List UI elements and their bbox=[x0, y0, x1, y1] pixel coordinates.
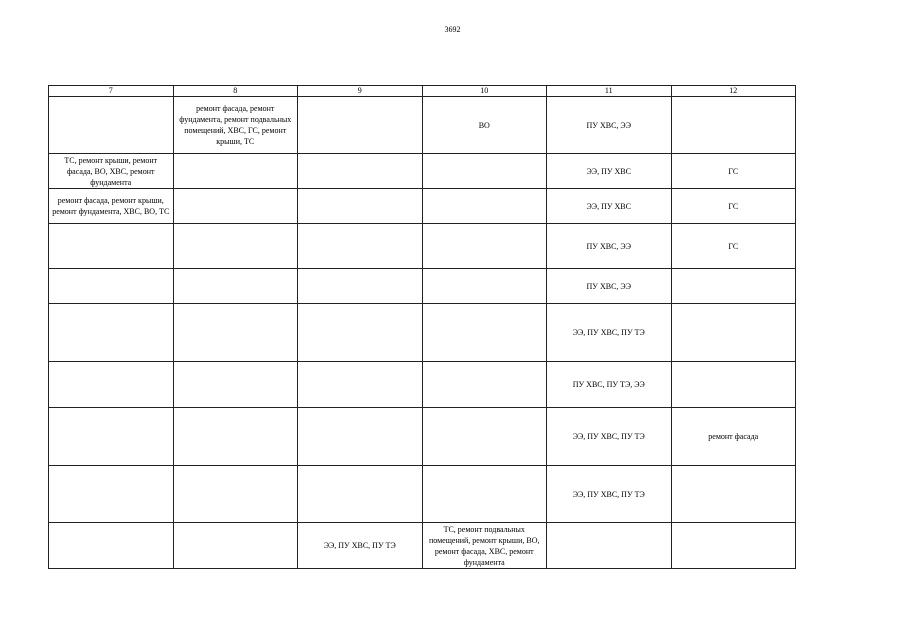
table-cell bbox=[49, 224, 174, 269]
table-cell bbox=[422, 224, 547, 269]
table-cell: ЭЭ, ПУ ХВС, ПУ ТЭ bbox=[298, 523, 423, 569]
table-cell: ГС bbox=[671, 224, 796, 269]
table-cell bbox=[422, 362, 547, 408]
table-cell: ПУ ХВС, ЭЭ bbox=[547, 269, 672, 304]
table-cell bbox=[422, 189, 547, 224]
table-cell bbox=[49, 466, 174, 523]
table-cell bbox=[49, 523, 174, 569]
table-cell: ТС, ремонт подвальных помещений, ремонт крыши, ВО, ремонт фасада, ХВС, ремонт фундамента bbox=[422, 523, 547, 569]
table-cell bbox=[173, 362, 298, 408]
table-cell bbox=[173, 154, 298, 189]
table-cell bbox=[298, 97, 423, 154]
table-cell: ЭЭ, ПУ ХВС, ПУ ТЭ bbox=[547, 466, 672, 523]
page-number: 3692 bbox=[444, 25, 461, 34]
table-cell bbox=[49, 408, 174, 466]
table-cell bbox=[671, 362, 796, 408]
table-cell bbox=[49, 304, 174, 362]
table-cell bbox=[173, 466, 298, 523]
table-row bbox=[49, 408, 796, 466]
table-row bbox=[49, 154, 796, 189]
table-cell bbox=[422, 269, 547, 304]
table-row bbox=[49, 362, 796, 408]
table-cell bbox=[671, 523, 796, 569]
table-cell bbox=[298, 408, 423, 466]
table-row bbox=[49, 466, 796, 523]
table-cell bbox=[422, 408, 547, 466]
table-cell bbox=[49, 362, 174, 408]
table-row bbox=[49, 269, 796, 304]
table-cell bbox=[298, 189, 423, 224]
table-cell bbox=[173, 523, 298, 569]
table-cell bbox=[422, 154, 547, 189]
table-cell bbox=[547, 523, 672, 569]
table-cell bbox=[671, 97, 796, 154]
table-cell: ПУ ХВС, ЭЭ bbox=[547, 97, 672, 154]
table-cell: ЭЭ, ПУ ХВС, ПУ ТЭ bbox=[547, 304, 672, 362]
column-header: 7 bbox=[49, 86, 174, 97]
column-header: 8 bbox=[173, 86, 298, 97]
works-table bbox=[48, 85, 796, 569]
table-cell bbox=[298, 269, 423, 304]
table-cell: ГС bbox=[671, 154, 796, 189]
table-cell bbox=[298, 304, 423, 362]
column-header: 12 bbox=[671, 86, 796, 97]
table-cell: ГС bbox=[671, 189, 796, 224]
table-cell bbox=[173, 408, 298, 466]
table-cell bbox=[173, 224, 298, 269]
table-cell: ПУ ХВС, ПУ ТЭ, ЭЭ bbox=[547, 362, 672, 408]
table-cell: ПУ ХВС, ЭЭ bbox=[547, 224, 672, 269]
table-row bbox=[49, 304, 796, 362]
table-cell: ремонт фасада, ремонт крыши, ремонт фундамента, ХВС, ВО, ТС bbox=[49, 189, 174, 224]
table-cell: ремонт фасада, ремонт фундамента, ремонт подвальных помещений, ХВС, ГС, ремонт крыши, ТС bbox=[173, 97, 298, 154]
table-cell bbox=[422, 304, 547, 362]
header-row bbox=[49, 86, 796, 97]
table-row bbox=[49, 97, 796, 154]
table-cell: ЭЭ, ПУ ХВС bbox=[547, 154, 672, 189]
table-cell bbox=[49, 269, 174, 304]
table-cell: ремонт фасада bbox=[671, 408, 796, 466]
table-cell: ЭЭ, ПУ ХВС bbox=[547, 189, 672, 224]
table-cell bbox=[298, 362, 423, 408]
table-cell bbox=[173, 304, 298, 362]
table-cell bbox=[298, 224, 423, 269]
table-cell: ЭЭ, ПУ ХВС, ПУ ТЭ bbox=[547, 408, 672, 466]
table-cell bbox=[422, 466, 547, 523]
column-header: 11 bbox=[547, 86, 672, 97]
table-cell bbox=[173, 269, 298, 304]
column-header: 10 bbox=[422, 86, 547, 97]
table-cell bbox=[173, 189, 298, 224]
table-row bbox=[49, 523, 796, 569]
table-cell: ВО bbox=[422, 97, 547, 154]
table-row bbox=[49, 189, 796, 224]
table-row bbox=[49, 224, 796, 269]
column-header: 9 bbox=[298, 86, 423, 97]
table-cell bbox=[298, 466, 423, 523]
table-cell bbox=[671, 304, 796, 362]
table-cell bbox=[671, 466, 796, 523]
table-cell bbox=[671, 269, 796, 304]
table-cell bbox=[49, 97, 174, 154]
table-cell: ТС, ремонт крыши, ремонт фасада, ВО, ХВС, ремонт фундамента bbox=[49, 154, 174, 189]
table-cell bbox=[298, 154, 423, 189]
